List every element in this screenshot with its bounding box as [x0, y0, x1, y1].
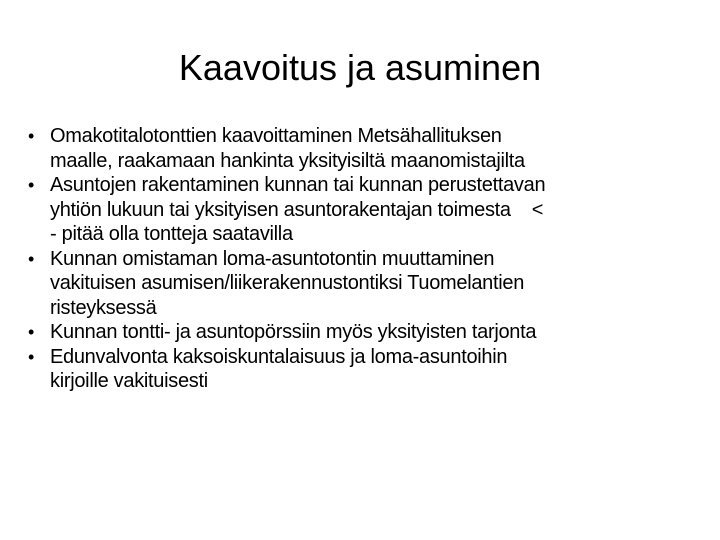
bullet-item — [28, 345, 700, 394]
bullet-text-line: kirjoille vakituisesti — [50, 370, 208, 392]
bullet-text-line: risteyksessä — [50, 296, 157, 319]
bullet-dot-icon: • — [28, 248, 35, 269]
bullet-text-line: Kunnan tontti- ja asuntopörssiin myös yksityisten tarjonta — [50, 321, 537, 343]
bullet-text-line: Asuntojen rakentaminen kunnan tai kunnan perustettavan — [50, 174, 546, 196]
bullet-dot-icon: • — [28, 346, 35, 367]
slide-title: Kaavoitus ja asuminen — [178, 47, 542, 88]
bullet-item — [28, 320, 700, 345]
bullet-dot-icon: • — [28, 322, 35, 342]
bullet-text-line: Omakotitalotonttien kaavoittaminen Metsähallituksen — [50, 125, 502, 147]
bullet-item — [28, 247, 700, 321]
bullet-item — [28, 124, 700, 173]
bullet-text-line: Edunvalvonta kaksoiskuntalaisuus ja loma-asuntoihin — [50, 345, 508, 368]
bullet-text-line: - pitää olla tontteja saatavilla — [50, 223, 293, 245]
bullet-text-line: yhtiön lukuun tai yksityisen asuntorakentajan toimesta < — [50, 198, 544, 221]
bullet-dot-icon: • — [28, 175, 35, 195]
bullet-dot-icon: • — [28, 126, 35, 146]
bullet-list — [28, 124, 700, 394]
bullet-text-line: maalle, raakamaan hankinta yksityisiltä maanomistajilta — [50, 149, 525, 172]
bullet-item — [28, 173, 700, 247]
bullet-text-line: vakituisen asumisen/liikerakennustontiksi Tuomelantien — [50, 272, 525, 294]
bullet-text-line: Kunnan omistaman loma-asuntotontin muuttaminen — [50, 247, 495, 270]
